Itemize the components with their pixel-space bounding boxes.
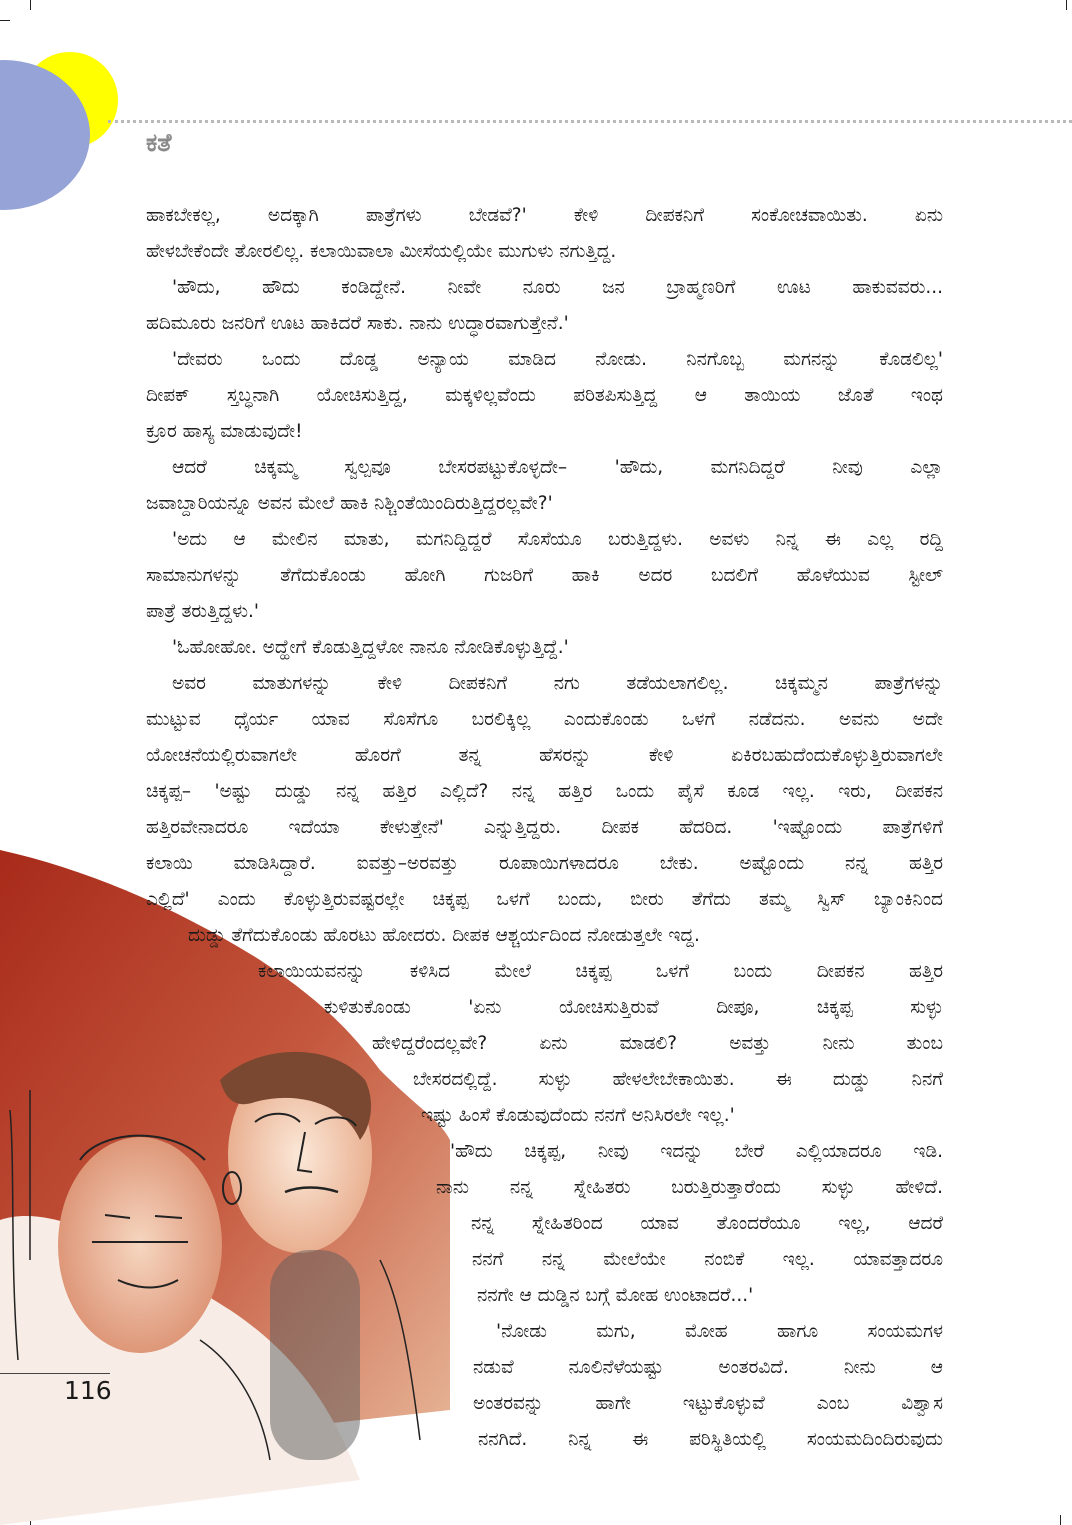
text-line: ನನಗೆ ನನ್ನ ಮೇಲೆಯೇ ನಂಬಿಕೆ ಇಲ್ಲ. ಯಾವತ್ತಾದರೂ [472, 1249, 943, 1270]
page-number: 116 [64, 1376, 112, 1405]
page-number-rule [0, 1373, 110, 1374]
text-line: ಚಿಕ್ಕಪ್ಪ– 'ಅಷ್ಟು ದುಡ್ಡು ನನ್ನ ಹತ್ತಿರ ಎಲ್ಲಿದೆ? ನನ್ನ ಹತ್ತಿರ ಒಂದು ಪೈಸೆ ಕೂಡ ಇಲ್ಲ. ಇರು, ದೀಪಕನ [146, 781, 943, 802]
text-line: ಬೇಸರದಲ್ಲಿದ್ದೆ. ಸುಳ್ಳು ಹೇಳಲೇಬೇಕಾಯಿತು. ಈ ದುಡ್ಡು ನಿನಗೆ [413, 1069, 943, 1090]
text-line: ನಡುವೆ ನೂಲಿನೆಳೆಯಷ್ಟು ಅಂತರವಿದೆ. ನೀನು ಆ [473, 1357, 943, 1378]
text-line: ಸಾಮಾನುಗಳನ್ನು ತೆಗೆದುಕೊಂಡು ಹೋಗಿ ಗುಜರಿಗೆ ಹಾಕಿ ಅದರ ಬದಲಿಗೆ ಹೊಳೆಯುವ ಸ್ಟೀಲ್ [146, 565, 943, 586]
text-line: ಕಲಾಯಿ ಮಾಡಿಸಿದ್ದಾರೆ. ಐವತ್ತು–ಅರವತ್ತು ರೂಪಾಯಿಗಳಾದರೂ ಬೇಕು. ಅಷ್ಟೊಂದು ನನ್ನ ಹತ್ತಿರ [146, 853, 943, 874]
text-line: ಹೇಳಬೇಕೆಂದೇ ತೋರಲಿಲ್ಲ. ಕಲಾಯಿವಾಲಾ ಮೀಸೆಯಲ್ಲಿಯೇ ಮುಗುಳು ನಗುತ್ತಿದ್ದ. [146, 241, 617, 262]
text-line: ಕಲಾಯಿಯವನನ್ನು ಕಳಿಸಿದ ಮೇಲೆ ಚಿಕ್ಕಪ್ಪ ಒಳಗೆ ಬಂದು ದೀಪಕನ ಹತ್ತಿರ [258, 961, 943, 982]
text-line: ಹೇಳಿದ್ದರೆಂದಲ್ಲವೇ? ಏನು ಮಾಡಲಿ? ಅವತ್ತು ನೀನು ತುಂಬ [372, 1033, 943, 1054]
crop-mark [1060, 1515, 1061, 1525]
text-line: ದುಡ್ಡು ತೆಗೆದುಕೊಂಡು ಹೊರಟು ಹೋದರು. ದೀಪಕ ಆಶ್ಚರ್ಯದಿಂದ ನೋಡುತ್ತಲೇ ಇದ್ದ. [188, 925, 700, 946]
text-line: ಹತ್ತಿರವೇನಾದರೂ ಇದೆಯಾ ಕೇಳುತ್ತೇನೆ' ಎನ್ನುತ್ತಿದ್ದರು. ದೀಪಕ ಹೆದರಿದ. 'ಇಷ್ಟೊಂದು ಪಾತ್ರೆಗಳಿಗೆ [146, 817, 943, 838]
text-line: ಆದರೆ ಚಿಕ್ಕಮ್ಮ ಸ್ವಲ್ಪವೂ ಬೇಸರಪಟ್ಟುಕೊಳ್ಳದೇ– 'ಹೌದು, ಮಗನಿದಿದ್ದರೆ ನೀವು ಎಲ್ಲಾ [172, 457, 943, 478]
text-line: ನನಗಿದೆ. ನಿನ್ನ ಈ ಪರಿಸ್ಥಿತಿಯಲ್ಲಿ ಸಂಯಮದಿಂದಿರುವುದು [478, 1429, 943, 1450]
crop-mark [30, 0, 31, 10]
text-line: ಪಾತ್ರೆ ತರುತ್ತಿದ್ದಳು.' [146, 601, 259, 622]
text-line: ನನ್ನ ಸ್ನೇಹಿತರಿಂದ ಯಾವ ತೊಂದರೆಯೂ ಇಲ್ಲ, ಆದರೆ [471, 1213, 943, 1234]
text-line: ದೀಪಕ್ ಸ್ತಬ್ಧನಾಗಿ ಯೋಚಿಸುತ್ತಿದ್ದ, ಮಕ್ಕಳಿಲ್ಲವೆಂದು ಪರಿತಪಿಸುತ್ತಿದ್ದ ಆ ತಾಯಿಯ ಜೊತೆ ಇಂಥ [146, 385, 943, 406]
text-line: ನನಗೇ ಆ ದುಡ್ಡಿನ ಬಗ್ಗೆ ಮೋಹ ಉಂಟಾದರೆ...' [477, 1285, 754, 1306]
text-line: ಕುಳಿತುಕೊಂಡು 'ಏನು ಯೋಚಿಸುತ್ತಿರುವೆ ದೀಪೂ, ಚಿಕ್ಕಪ್ಪ ಸುಳ್ಳು [324, 997, 943, 1018]
crop-mark [0, 20, 10, 21]
text-line: ಮುಟ್ಟುವ ಧೈರ್ಯ ಯಾವ ಸೊಸೆಗೂ ಬರಲಿಕ್ಕಿಲ್ಲ ಎಂದುಕೊಂಡು ಒಳಗೆ ನಡೆದನು. ಅವನು ಅದೇ [146, 709, 943, 730]
header-dotted-rule [108, 120, 1072, 123]
text-line: 'ನೋಡು ಮಗು, ಮೋಹ ಹಾಗೂ ಸಂಯಮಗಳ [496, 1321, 943, 1342]
text-line: ಹಾಕಬೇಕಲ್ಲ, ಅದಕ್ಕಾಗಿ ಪಾತ್ರೆಗಳು ಬೇಡವೆ?' ಕೇಳಿ ದೀಪಕನಿಗೆ ಸಂಕೋಚವಾಯಿತು. ಏನು [146, 205, 943, 226]
text-line: 'ಹೌದು, ಹೌದು ಕಂಡಿದ್ದೇನೆ. ನೀವೇ ನೂರು ಜನ ಬ್ರಾಹ್ಮಣರಿಗೆ ಊಟ ಹಾಕುವವರು... [172, 277, 943, 298]
text-line: 'ಹೌದು ಚಿಕ್ಕಪ್ಪ, ನೀವು ಇದನ್ನು ಬೇರೆ ಎಲ್ಲಿಯಾದರೂ ಇಡಿ. [450, 1141, 943, 1162]
text-line: ಜವಾಬ್ದಾರಿಯನ್ನೂ ಅವನ ಮೇಲೆ ಹಾಕಿ ನಿಶ್ಚಿಂತೆಯಿಂದಿರುತ್ತಿದ್ದರಲ್ಲವೇ?' [146, 493, 553, 514]
section-title: ಕತೆ [146, 128, 172, 157]
text-line: ಅಂತರವನ್ನು ಹಾಗೇ ಇಟ್ಟುಕೊಳ್ಳುವೆ ಎಂಬ ವಿಶ್ವಾಸ [473, 1393, 943, 1414]
crop-mark [1066, 0, 1067, 10]
text-line: 'ಓಹೋಹೋ. ಅದ್ಹೇಗೆ ಕೊಡುತ್ತಿದ್ದಳೋ ನಾನೂ ನೋಡಿಕೊಳ್ಳುತ್ತಿದ್ದೆ.' [172, 637, 569, 658]
text-line: ಯೋಚನೆಯಲ್ಲಿರುವಾಗಲೇ ಹೊರಗೆ ತನ್ನ ಹೆಸರನ್ನು ಕೇಳಿ ಏಕಿರಬಹುದೆಂದುಕೊಳ್ಳುತ್ತಿರುವಾಗಲೇ [146, 745, 943, 766]
text-line: ನಾನು ನನ್ನ ಸ್ನೇಹಿತರು ಬರುತ್ತಿರುತ್ತಾರೆಂದು ಸುಳ್ಳು ಹೇಳಿದೆ. [436, 1177, 943, 1198]
text-line: ಕ್ರೂರ ಹಾಸ್ಯ ಮಾಡುವುದೇ! [146, 421, 303, 442]
text-line: ಎಲ್ಲಿದೆ' ಎಂದು ಕೊಳ್ಳುತ್ತಿರುವಷ್ಟರಲ್ಲೇ ಚಿಕ್ಕಪ್ಪ ಒಳಗೆ ಬಂದು, ಬೀರು ತೆಗೆದು ತಮ್ಮ ಸ್ವಿಸ್ ಬ್ಯಾಂಕಿನಿಂದ [146, 889, 943, 910]
text-line: ಇಷ್ಟು ಹಿಂಸೆ ಕೊಡುವುದೆಂದು ನನಗೆ ಅನಿಸಿರಲೇ ಇಲ್ಲ.' [421, 1105, 735, 1126]
text-line: 'ದೇವರು ಒಂದು ದೊಡ್ಡ ಅನ್ಯಾಯ ಮಾಡಿದ ನೋಡು. ನಿನಗೊಬ್ಬ ಮಗನನ್ನು ಕೊಡಲಿಲ್ಲ' [172, 349, 943, 370]
text-line: 'ಅದು ಆ ಮೇಲಿನ ಮಾತು, ಮಗನಿದ್ದಿದ್ದರೆ ಸೊಸೆಯೂ ಬರುತ್ತಿದ್ದಳು. ಅವಳು ನಿನ್ನ ಈ ಎಲ್ಲ ರದ್ದಿ [172, 529, 943, 550]
text-line: ಅವರ ಮಾತುಗಳನ್ನು ಕೇಳಿ ದೀಪಕನಿಗೆ ನಗು ತಡೆಯಲಾಗಲಿಲ್ಲ. ಚಿಕ್ಕಮ್ಮನ ಪಾತ್ರೆಗಳನ್ನು [172, 673, 943, 694]
text-line: ಹದಿಮೂರು ಜನರಿಗೆ ಊಟ ಹಾಕಿದರೆ ಸಾಕು. ನಾನು ಉದ್ಧಾರವಾಗುತ್ತೇನೆ.' [146, 313, 569, 334]
